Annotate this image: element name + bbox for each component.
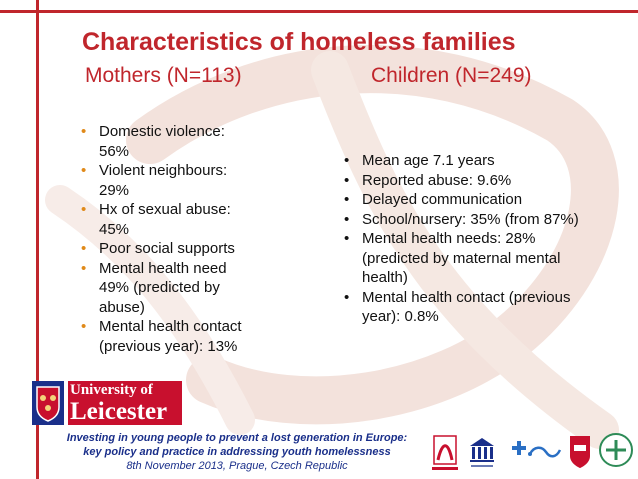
sponsor-logos — [430, 432, 635, 472]
list-item: • Mental health contact (previous year): 0.8% — [344, 288, 571, 325]
bullet-icon: • — [344, 230, 350, 247]
slide-title: Characteristics of homeless families — [82, 28, 516, 56]
list-item: • Mental health need 49% (predicted by abuse) — [81, 259, 227, 316]
bullet-icon: • — [81, 162, 87, 179]
nadeje-logo-icon — [528, 448, 560, 457]
footer-line-3: 8th November 2013, Prague, Czech Republic — [126, 460, 348, 472]
logo-line-2: Leicester — [70, 398, 168, 425]
list-item: • Reported abuse: 9.6% — [344, 171, 512, 189]
bullet-icon: • — [81, 259, 87, 277]
list-item: • Mental health needs: 28% (predicted by maternal mental health) — [344, 230, 561, 286]
bullet-icon: • — [344, 191, 350, 208]
framing-logo-icon — [432, 436, 458, 470]
mothers-list — [81, 122, 281, 356]
list-item: • Domestic violence: 56% — [81, 123, 225, 160]
list-item: • Hx of sexual abuse: 45% — [81, 201, 231, 238]
university-crest-icon — [32, 381, 64, 425]
children-list — [344, 151, 624, 327]
salvation-army-logo-icon — [570, 436, 590, 468]
logo-line-1: University of — [70, 382, 153, 398]
bullet-icon: • — [81, 240, 87, 257]
bullet-icon: • — [344, 210, 350, 228]
bullet-icon: • — [344, 288, 350, 306]
footer-line-1: Investing in young people to prevent a lost generation in Europe: — [66, 432, 408, 444]
children-heading: Children (N=249) — [371, 64, 532, 87]
medical-cross-logo-icon — [512, 441, 526, 455]
list-item: • Mean age 7.1 years — [344, 152, 495, 169]
top-border-line — [0, 10, 638, 13]
bullet-icon: • — [81, 201, 87, 218]
list-item: • Poor social supports — [81, 240, 235, 257]
mothers-heading: Mothers (N=113) — [85, 64, 242, 87]
elim-logo-icon — [600, 434, 632, 466]
list-item: • Mental health contact (previous year): 13% — [81, 318, 242, 355]
bullet-icon: • — [81, 123, 87, 140]
bullet-icon: • — [81, 318, 87, 335]
list-item: • Violent neighbours: 29% — [81, 162, 228, 199]
bullet-icon: • — [344, 152, 350, 169]
list-item: • Delayed communication — [344, 191, 523, 208]
building-logo-icon — [470, 438, 494, 467]
footer-text — [62, 431, 412, 473]
university-logo — [32, 381, 182, 425]
footer-line-2: key policy and practice in addressing youth homelessness — [83, 446, 391, 458]
list-item: • School/nursery: 35% (from 87%) — [344, 210, 579, 228]
bullet-icon: • — [344, 171, 350, 189]
